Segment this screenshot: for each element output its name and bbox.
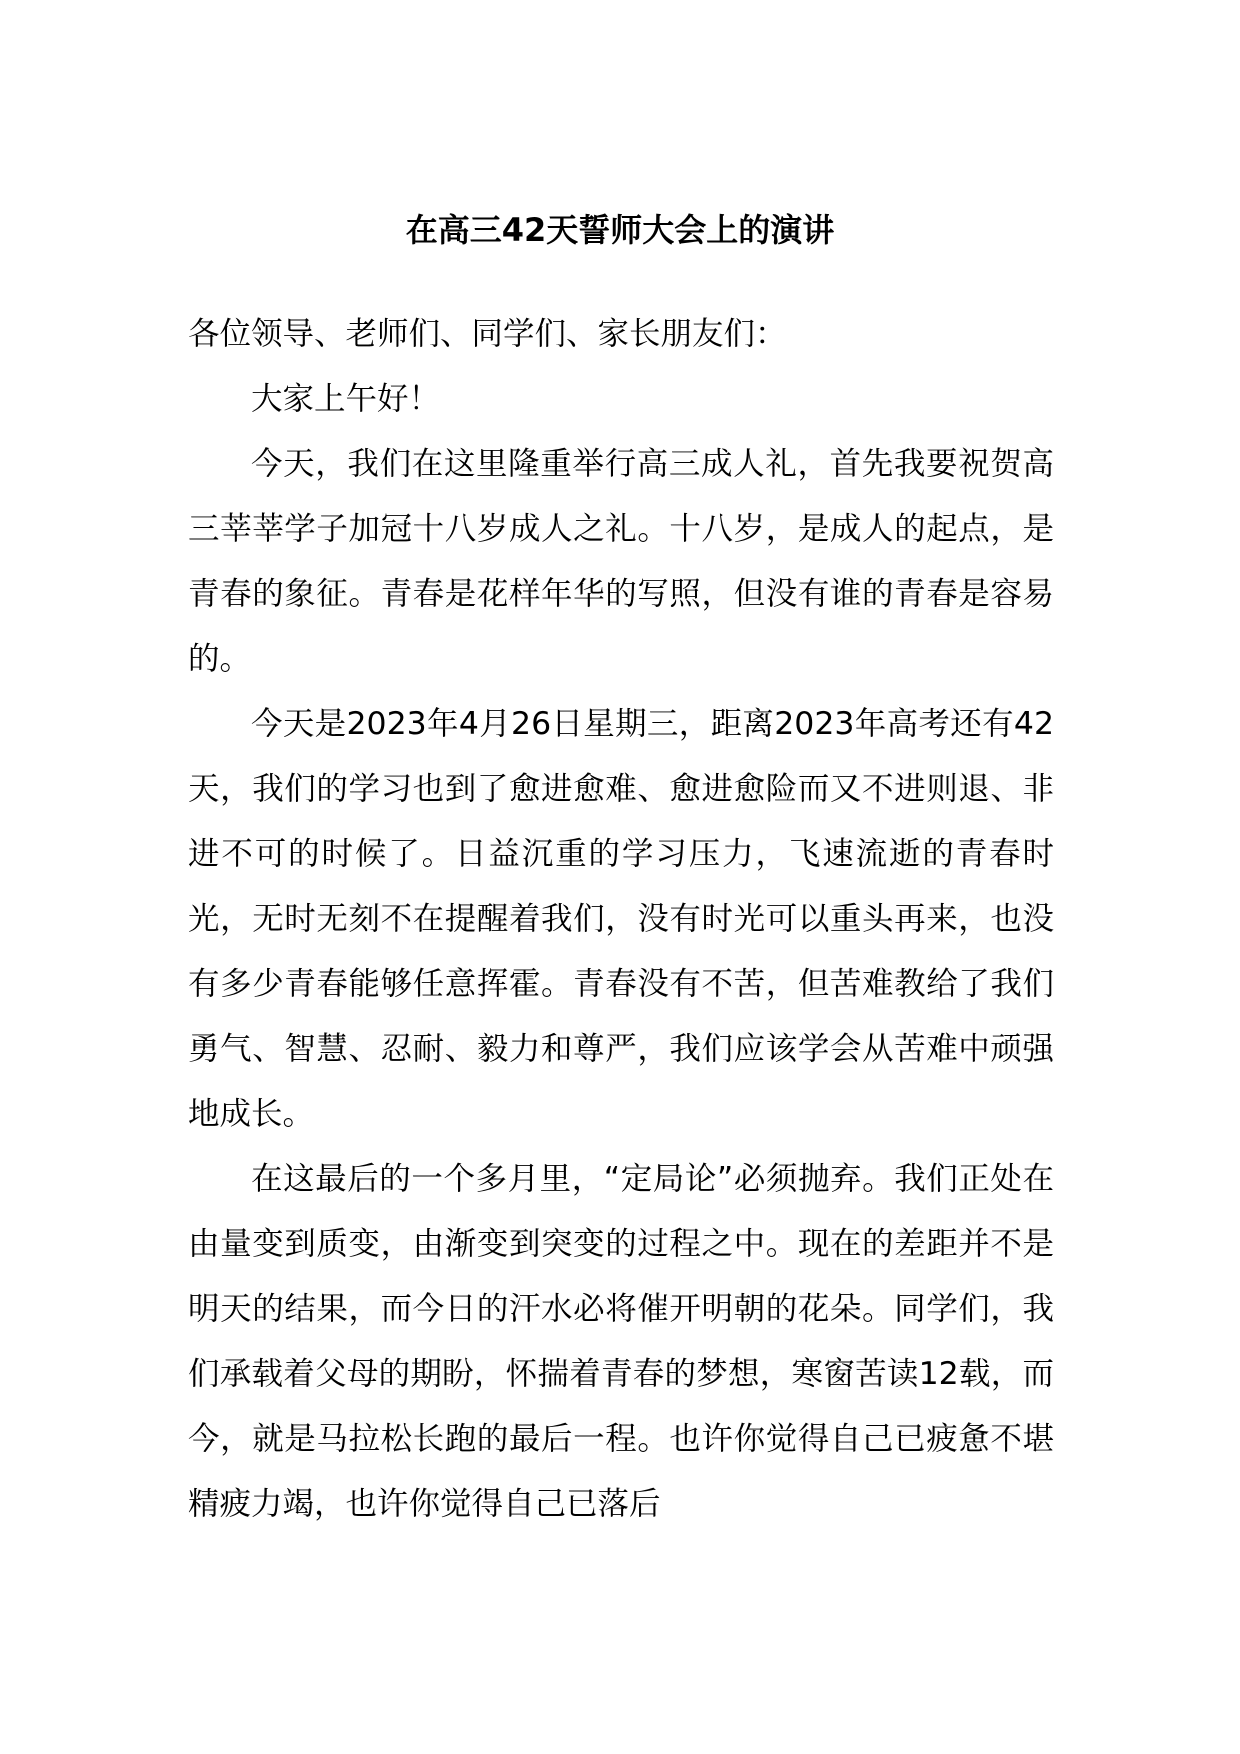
paragraph-coming-of-age: 今天，我们在这里隆重举行高三成人礼，首先我要祝贺高三莘莘学子加冠十八岁成人之礼。十八岁，是成人的起点，是青春的象征。青春是花样年华的写照，但没有谁的青春是容易的。 [188,446,1054,677]
document-body [188,302,1054,1537]
document-title: 在高三42天誓师大会上的演讲 [405,211,835,249]
paragraph-final-month: 在这最后的一个多月里，“定局论”必须抛弃。我们正处在由量变到质变，由渐变到突变的过程之中。现在的差距并不是明天的结果，而今日的汗水必将催开明朝的花朵。同学们，我们承载着父母的期盼，怀揣着青春的梦想，寒窗苦读12载，而今，就是马拉松长跑的最后一程。也许你觉得自己已疲惫不堪精疲力竭，也许你觉得自己已落后 [188,1161,1054,1522]
paragraph-greeting: 大家上午好！ [251,381,441,417]
paragraph-countdown: 今天是2023年4月26日星期三，距离2023年高考还有42天，我们的学习也到了愈进愈难、愈进愈险而又不进则退、非进不可的时候了。日益沉重的学习压力，飞速流逝的青春时光，无时无刻不在提醒着我们，没有时光可以重头再来，也没有多少青春能够任意挥霍。青春没有不苦，但苦难教给了我们勇气、智慧、忍耐、毅力和尊严，我们应该学会从苦难中顽强地成长。 [188,706,1054,1132]
salutation: 各位领导、老师们、同学们、家长朋友们： [188,316,787,352]
